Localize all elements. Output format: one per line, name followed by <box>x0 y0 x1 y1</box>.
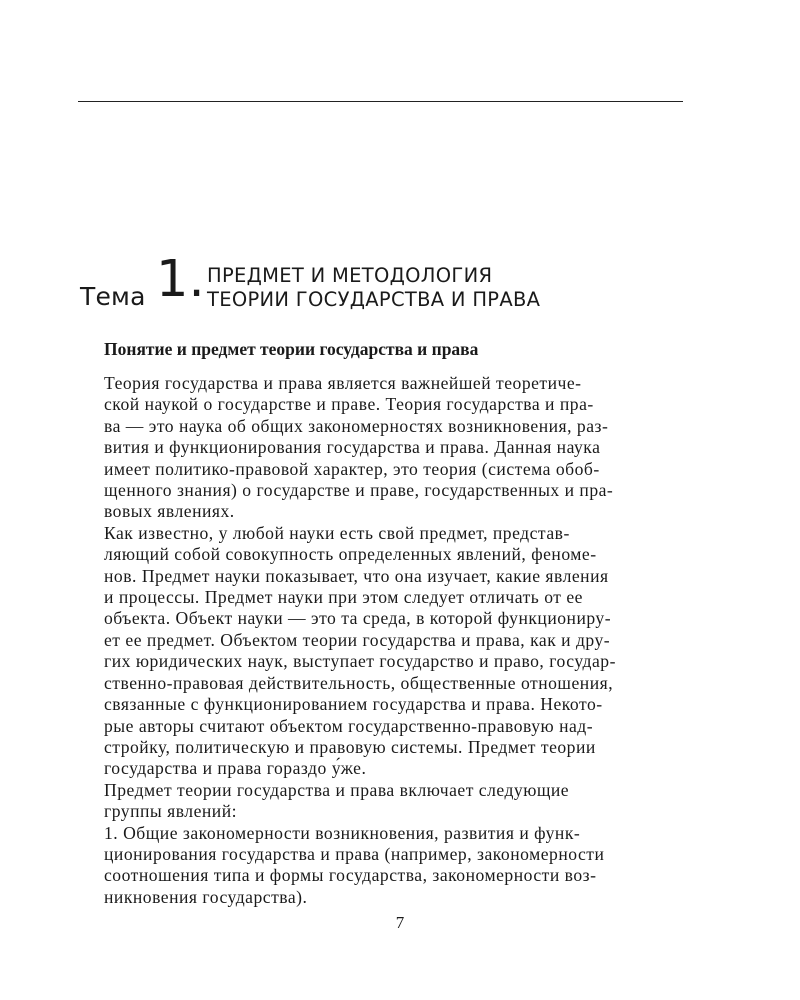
text-line: ственно-правовая действительность, общественные отношения, <box>104 672 614 693</box>
paragraph <box>80 780 684 823</box>
text-line: государства и права гораздо у́же. <box>104 758 367 779</box>
text-line: никновения государства). <box>104 886 308 907</box>
paragraph <box>80 373 684 523</box>
text-line: рые авторы считают объектом государственно-правовую над- <box>104 715 594 736</box>
text-line: нов. Предмет науки показывает, что она изучает, какие явления <box>104 565 609 586</box>
topic-title-line: ПРЕДМЕТ И МЕТОДОЛОГИЯ <box>207 264 493 287</box>
text-line: имеет политико-правовой характер, это теория (система обоб- <box>104 458 600 479</box>
body-text <box>80 373 684 908</box>
list-item <box>80 823 684 909</box>
text-line: объекта. Объект науки — это та среда, в которой функциониру- <box>104 608 612 629</box>
section-heading: Понятие и предмет теории государства и права <box>104 339 479 359</box>
text-line: гих юридических наук, выступает государство и право, государ- <box>104 651 616 672</box>
text-line: ет ее предмет. Объектом теории государства и права, как и дру- <box>104 629 611 650</box>
text-line: вовых явлениях. <box>104 501 235 522</box>
text-line: ляющий собой совокупность определенных явлений, феноме- <box>104 544 597 565</box>
text-line: Как известно, у любой науки есть свой предмет, представ- <box>104 522 570 543</box>
text-line: соотношения типа и формы государства, закономерности воз- <box>104 865 597 886</box>
text-line: и процессы. Предмет науки при этом следует отличать от ее <box>104 587 583 608</box>
text-line: ционирования государства и права (например, закономерности <box>104 843 605 864</box>
text-line: связанные с функционированием государства и права. Некото- <box>104 694 603 715</box>
text-line: щенного знания) о государстве и праве, государственных и пра- <box>104 480 614 501</box>
text-line: ва — это наука об общих закономерностях возникновения, раз- <box>104 415 609 436</box>
topic-word: Тема <box>80 282 146 311</box>
top-rule <box>78 101 683 102</box>
page-number: 7 <box>395 913 405 932</box>
text-line: вития и функционирования государства и права. Данная наука <box>104 437 601 458</box>
topic-number: 1. <box>156 250 205 309</box>
text-line: Предмет теории государства и права включает следующие <box>104 779 570 800</box>
text-line: Теория государства и права является важнейшей теоретиче- <box>104 373 582 393</box>
topic-header <box>80 250 700 312</box>
text-line: стройку, политическую и правовую системы. Предмет теории <box>104 736 596 757</box>
topic-title-line: ТЕОРИИ ГОСУДАРСТВА И ПРАВА <box>207 288 541 311</box>
paragraph <box>80 523 684 780</box>
text-line: 1. Общие закономерности возникновения, развития и функ- <box>104 822 581 843</box>
text-line: ской наукой о государстве и праве. Теория государства и пра- <box>104 394 594 415</box>
text-line: группы явлений: <box>104 801 238 822</box>
topic-title <box>207 264 540 312</box>
